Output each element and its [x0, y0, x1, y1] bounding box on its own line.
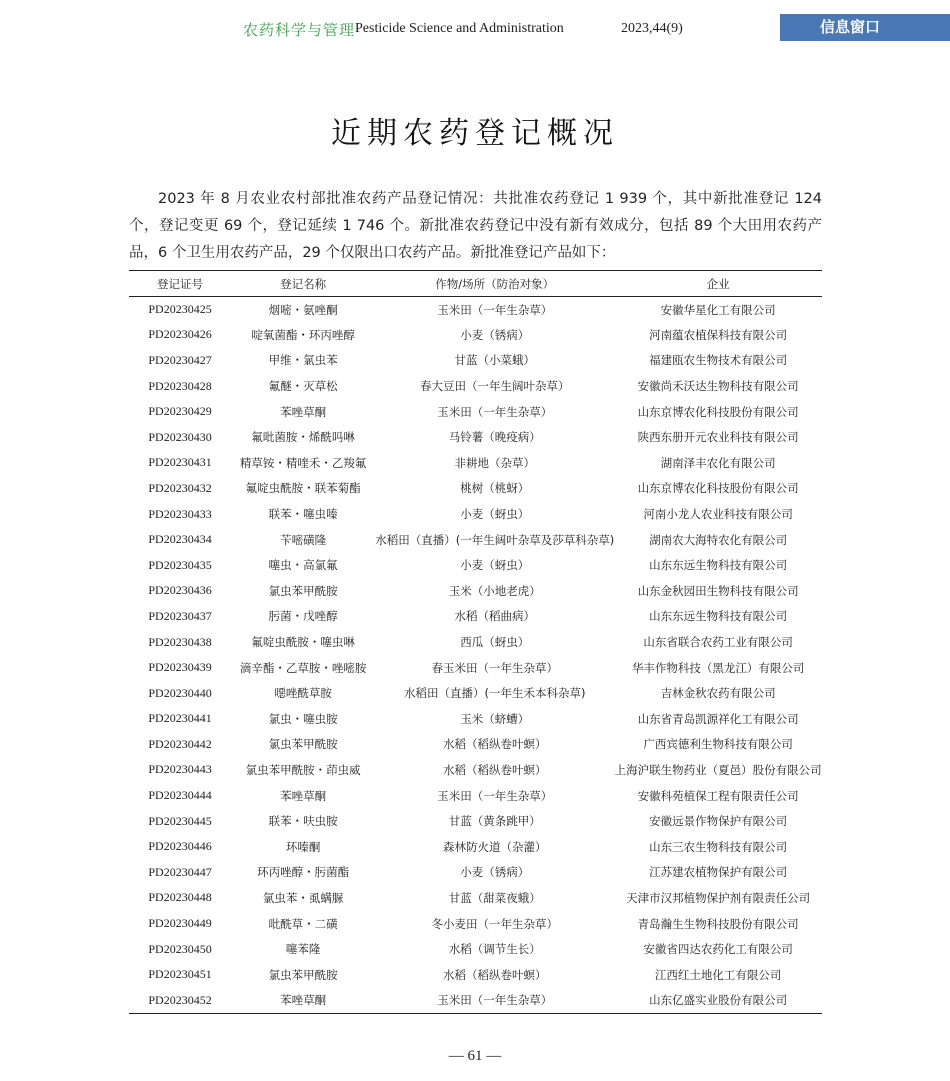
table-row: [129, 988, 822, 1014]
crop-target-cell: 水稻（稻纵卷叶螟）: [442, 737, 547, 752]
company-cell: 湖南泽丰农化有限公司: [660, 455, 776, 470]
product-name-cell: 氯虫苯甲酰胺: [268, 737, 338, 752]
table-row: [129, 578, 822, 604]
cert-no-cell: PD20230440: [148, 685, 212, 700]
crop-target-cell: 桃树（桃蚜）: [460, 481, 530, 496]
table-row: [129, 552, 822, 578]
cert-no-cell: PD20230446: [148, 839, 212, 854]
product-name-cell: 氟啶虫酰胺・联苯菊酯: [245, 481, 361, 496]
page-number: — 61 —: [448, 1048, 502, 1064]
product-name-cell: 苯唑草酮: [280, 993, 327, 1008]
registration-table: [129, 270, 822, 1014]
cert-no-cell: PD20230447: [148, 864, 212, 879]
product-name-cell: 联苯・呋虫胺: [268, 814, 338, 829]
company-cell: 山东省青岛凯源祥化工有限公司: [637, 711, 799, 726]
crop-target-cell: 玉米（小地老虎）: [448, 583, 541, 598]
table-row: [129, 527, 822, 553]
table-row: [129, 706, 822, 732]
journal-volume: 2023,44(9): [621, 21, 683, 36]
crop-target-cell: 小麦（蚜虫）: [460, 558, 530, 573]
table-row: [129, 629, 822, 655]
product-name-cell: 苯唑草酮: [280, 404, 327, 419]
company-cell: 安徽尚禾沃达生物科技有限公司: [637, 379, 799, 394]
article-title: 近期农药登记概况: [331, 116, 619, 151]
product-name-cell: 精草铵・精喹禾・乙羧氟: [239, 455, 367, 470]
product-name-cell: 苄嘧磺隆: [280, 532, 327, 547]
cert-no-cell: PD20230441: [148, 711, 212, 726]
cert-no-cell: PD20230433: [148, 506, 212, 521]
product-name-cell: 氟醚・灭草松: [268, 379, 338, 394]
product-name-cell: 环丙唑醇・肟菌酯: [257, 865, 350, 880]
company-cell: 湖南农大海特农化有限公司: [649, 532, 788, 547]
column-header-crop-target: 作物/场所（防治对象）: [435, 276, 555, 291]
product-name-cell: 噻虫・高氯氟: [268, 558, 338, 573]
product-name-cell: 联苯・噻虫嗪: [268, 507, 338, 522]
product-name-cell: 苯唑草酮: [280, 788, 327, 803]
company-cell: 山东三农生物科技有限公司: [649, 839, 788, 854]
cert-no-cell: PD20230444: [148, 788, 212, 803]
product-name-cell: 氟吡菌胺・烯酰吗啉: [251, 430, 355, 445]
cert-no-cell: PD20230448: [148, 890, 212, 905]
crop-target-cell: 冬小麦田（一年生杂草）: [431, 916, 558, 931]
cert-no-cell: PD20230428: [148, 378, 212, 393]
table-row: [129, 962, 822, 988]
product-name-cell: 烟嘧・氨唑酮: [268, 302, 338, 317]
company-cell: 河南小龙人农业科技有限公司: [643, 507, 793, 522]
table-row: [129, 860, 822, 886]
column-header-cert-no: 登记证号: [157, 276, 204, 291]
company-cell: 安徽省四达农药化工有限公司: [643, 942, 793, 957]
table-row: [129, 348, 822, 374]
crop-target-cell: 水稻田（直播）(一年生阔叶杂草及莎草科杂草): [375, 532, 615, 547]
company-cell: 山东京博农化科技股份有限公司: [637, 481, 799, 496]
company-cell: 山东京博农化科技股份有限公司: [637, 404, 799, 419]
table-row: [129, 476, 822, 502]
crop-target-cell: 小麦（蚜虫）: [460, 507, 530, 522]
cert-no-cell: PD20230434: [148, 532, 212, 547]
intro-paragraph: 2023 年 8 月农业农村部批准农药产品登记情况：共批准农药登记 1 939 个，其中新批准登记 124 个，登记变更 69 个，登记延续 1 746 个。新批准农药登记中没有新有效成分，包括 89 个大田用农药产品，6 个卫生用农药产品，29 个仅限出口农药产品。新批准登记产品如下：: [129, 191, 822, 261]
cert-no-cell: PD20230429: [148, 404, 212, 419]
cert-no-cell: PD20230438: [148, 634, 212, 649]
product-name-cell: 滴辛酯・乙草胺・唑嘧胺: [239, 660, 367, 675]
crop-target-cell: 玉米田（一年生杂草）: [437, 404, 553, 419]
crop-target-cell: 西瓜（蚜虫）: [460, 635, 530, 650]
company-cell: 安徽远景作物保护有限公司: [649, 814, 788, 829]
product-name-cell: 氯虫・噻虫胺: [268, 711, 338, 726]
product-name-cell: 氯虫苯甲酰胺: [268, 967, 338, 982]
crop-target-cell: 马铃薯（晚疫病）: [448, 430, 541, 445]
table-row: [129, 783, 822, 809]
company-cell: 上海沪联生物药业（夏邑）股份有限公司: [614, 762, 822, 777]
company-cell: 河南蕴农植保科技有限公司: [649, 327, 788, 342]
company-cell: 广西宾德利生物科技有限公司: [643, 737, 793, 752]
table-row: [129, 732, 822, 758]
table-row: [129, 680, 822, 706]
cert-no-cell: PD20230427: [148, 352, 212, 367]
journal-name-en: Pesticide Science and Administration: [355, 21, 564, 36]
company-cell: 福建瓯农生物技术有限公司: [649, 353, 788, 368]
crop-target-cell: 森林防火道（杂灌）: [442, 839, 547, 854]
company-cell: 山东东远生物科技有限公司: [649, 609, 788, 624]
table-row: [129, 424, 822, 450]
company-cell: 吉林金秋农药有限公司: [660, 686, 776, 701]
cert-no-cell: PD20230449: [148, 916, 212, 931]
company-cell: 山东亿盛实业股份有限公司: [649, 993, 788, 1008]
crop-target-cell: 玉米（蛴螬）: [460, 711, 530, 726]
company-cell: 安徽华星化工有限公司: [660, 302, 776, 317]
column-header-product-name: 登记名称: [280, 276, 327, 291]
crop-target-cell: 甘蓝（甜菜夜蛾）: [448, 890, 541, 905]
product-name-cell: 氯虫苯・虱螨脲: [262, 890, 344, 905]
product-name-cell: 肟菌・戊唑醇: [268, 609, 338, 624]
journal-name-cn: 农药科学与管理: [243, 21, 356, 39]
crop-target-cell: 玉米田（一年生杂草）: [437, 302, 553, 317]
product-name-cell: 环嗪酮: [285, 839, 321, 854]
company-cell: 陕西东册开元农业科技有限公司: [637, 430, 799, 445]
cert-no-cell: PD20230443: [148, 762, 212, 777]
crop-target-cell: 玉米田（一年生杂草）: [437, 993, 553, 1008]
table-row: [129, 911, 822, 937]
crop-target-cell: 水稻（调节生长）: [448, 942, 541, 957]
company-cell: 江苏建农植物保护有限公司: [649, 865, 788, 880]
company-cell: 天津市汉邦植物保护剂有限责任公司: [626, 890, 811, 905]
company-cell: 山东东远生物科技有限公司: [649, 558, 788, 573]
cert-no-cell: PD20230432: [148, 480, 212, 495]
cert-no-cell: PD20230431: [148, 455, 212, 470]
table-row: [129, 604, 822, 630]
crop-target-cell: 水稻（稻纵卷叶螟）: [442, 762, 547, 777]
company-cell: 青岛瀚生生物科技股份有限公司: [637, 916, 799, 931]
product-name-cell: 啶氧菌酯・环丙唑醇: [251, 327, 355, 342]
table-row: [129, 373, 822, 399]
crop-target-cell: 水稻田（直播）(一年生禾本科杂草): [404, 686, 586, 701]
product-name-cell: 噻苯隆: [285, 942, 321, 957]
crop-target-cell: 非耕地（杂草）: [454, 455, 535, 470]
crop-target-cell: 小麦（锈病）: [460, 327, 530, 342]
table-row: [129, 885, 822, 911]
product-name-cell: 吡酰草・二磺: [268, 916, 338, 931]
section-tab: 信息窗口: [780, 14, 950, 41]
cert-no-cell: PD20230442: [148, 736, 212, 751]
product-name-cell: 氯虫苯甲酰胺・茚虫威: [245, 762, 361, 777]
table-row: [129, 936, 822, 962]
table-row: [129, 655, 822, 681]
column-header-company: 企业: [706, 276, 730, 291]
cert-no-cell: PD20230445: [148, 813, 212, 828]
table-row: [129, 399, 822, 425]
table-row: [129, 297, 822, 323]
crop-target-cell: 甘蓝（黄条跳甲）: [448, 814, 541, 829]
cert-no-cell: PD20230436: [148, 583, 212, 598]
crop-target-cell: 甘蓝（小菜蛾）: [454, 353, 535, 368]
cert-no-cell: PD20230435: [148, 557, 212, 572]
crop-target-cell: 春玉米田（一年生杂草）: [431, 660, 558, 675]
product-name-cell: 氯虫苯甲酰胺: [268, 583, 338, 598]
table-header-row: [129, 271, 822, 297]
company-cell: 山东金秋园田生物科技有限公司: [637, 583, 799, 598]
product-name-cell: 甲维・氯虫苯: [268, 353, 338, 368]
table-row: [129, 834, 822, 860]
table-row: [129, 808, 822, 834]
crop-target-cell: 水稻（稻曲病）: [454, 609, 535, 624]
cert-no-cell: PD20230452: [148, 992, 212, 1007]
cert-no-cell: PD20230450: [148, 941, 212, 956]
cert-no-cell: PD20230430: [148, 429, 212, 444]
cert-no-cell: PD20230437: [148, 608, 212, 623]
crop-target-cell: 水稻（稻纵卷叶螟）: [442, 967, 547, 982]
company-cell: 江西红土地化工有限公司: [654, 967, 782, 982]
product-name-cell: 噁唑酰草胺: [274, 686, 332, 701]
page-header: [0, 14, 950, 44]
crop-target-cell: 小麦（锈病）: [460, 865, 530, 880]
table-row: [129, 501, 822, 527]
company-cell: 安徽科苑植保工程有限责任公司: [637, 788, 799, 803]
table-row: [129, 757, 822, 783]
cert-no-cell: PD20230426: [148, 327, 212, 342]
product-name-cell: 氟啶虫酰胺・噻虫啉: [251, 635, 355, 650]
table-row: [129, 450, 822, 476]
cert-no-cell: PD20230439: [148, 660, 212, 675]
crop-target-cell: 春大豆田（一年生阔叶杂草）: [419, 379, 570, 394]
cert-no-cell: PD20230451: [148, 967, 212, 982]
table-row: [129, 322, 822, 348]
company-cell: 华丰作物科技（黑龙江）有限公司: [631, 660, 805, 675]
table-body: [129, 297, 822, 1014]
cert-no-cell: PD20230425: [148, 302, 212, 317]
crop-target-cell: 玉米田（一年生杂草）: [437, 788, 553, 803]
company-cell: 山东省联合农药工业有限公司: [643, 635, 793, 650]
